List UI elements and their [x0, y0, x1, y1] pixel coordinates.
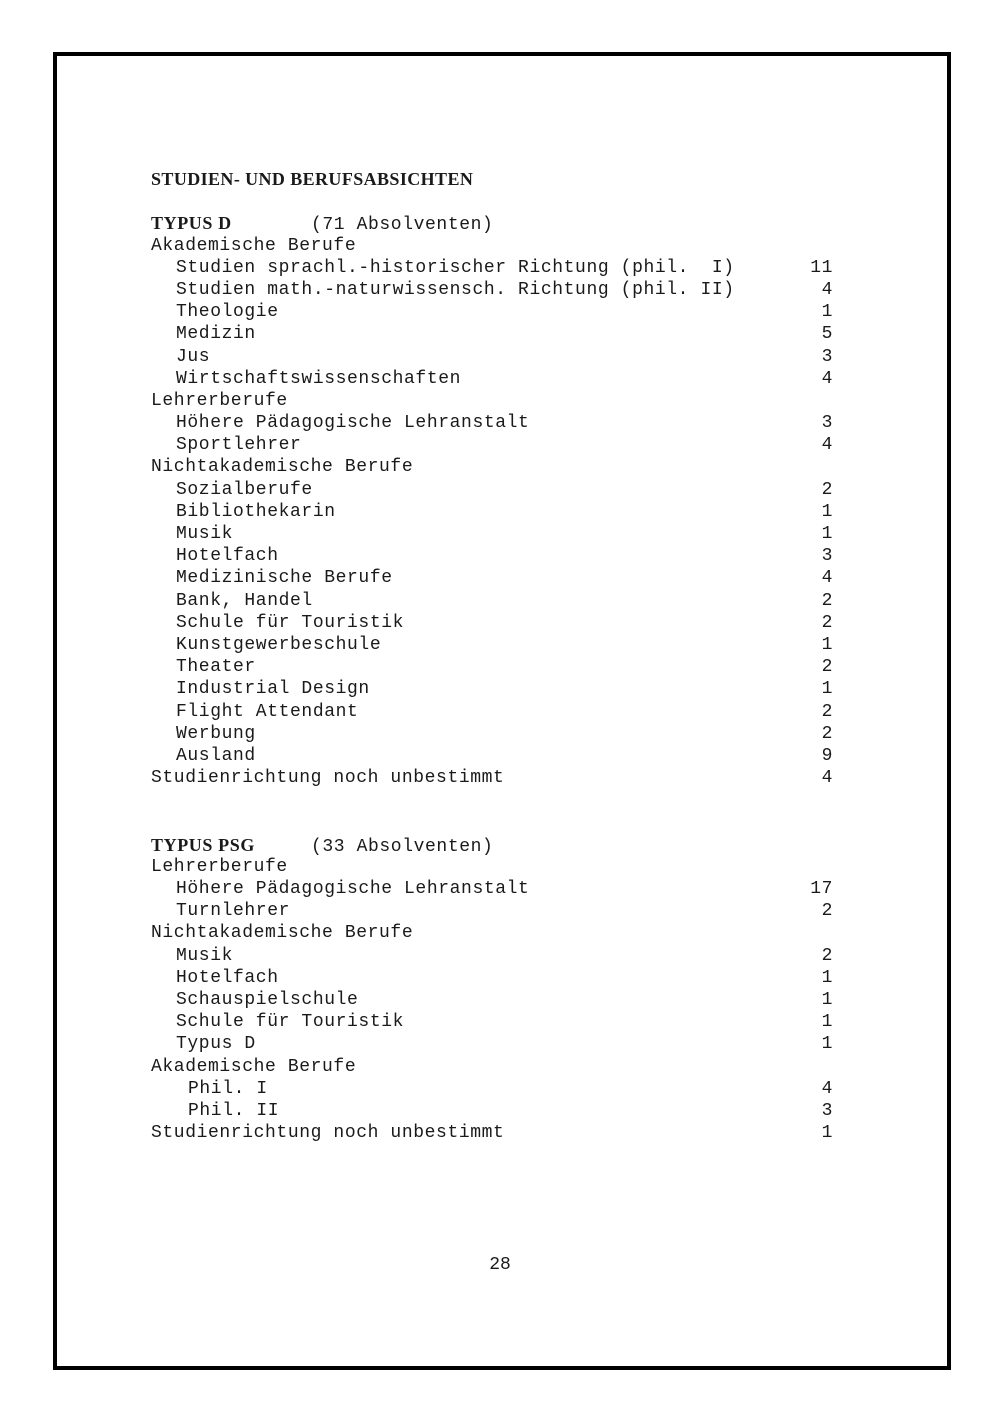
row-label: Studienrichtung noch unbestimmt: [151, 1123, 505, 1144]
row-count: 1: [821, 501, 833, 522]
row-label: Theater: [176, 657, 256, 678]
category-row: [151, 922, 841, 944]
row-count: 1: [821, 967, 833, 988]
row-label: Höhere Pädagogische Lehranstalt: [176, 879, 530, 900]
row-label: Studien sprachl.-historischer Richtung (phil. I): [176, 257, 735, 278]
row-label: Hotelfach: [176, 967, 279, 988]
row-label: Kunstgewerbeschule: [176, 634, 382, 655]
row-label: Medizinische Berufe: [176, 568, 393, 589]
row-count: 1: [821, 1012, 833, 1033]
row-count: 1: [821, 1034, 833, 1055]
entry-row: [151, 1100, 841, 1122]
section-type-name: TYPUS D: [151, 213, 232, 234]
row-label: Schauspielschule: [176, 989, 359, 1010]
row-label: Akademische Berufe: [151, 235, 357, 256]
row-count: 2: [821, 945, 833, 966]
row-count: 1: [821, 1123, 833, 1144]
row-count: 4: [821, 368, 833, 389]
row-count: 2: [821, 590, 833, 611]
row-count: 2: [821, 701, 833, 722]
entry-row: [151, 1122, 841, 1144]
entry-row: [151, 479, 841, 501]
document-body: [151, 168, 841, 1144]
row-count: 1: [821, 634, 833, 655]
entry-row: [151, 612, 841, 634]
row-count: 4: [821, 768, 833, 789]
row-count: 1: [821, 524, 833, 544]
row-count: 1: [821, 989, 833, 1010]
category-row: [151, 856, 841, 878]
row-label: Theologie: [176, 302, 279, 323]
entry-row: [151, 945, 841, 967]
row-label: Turnlehrer: [176, 901, 291, 922]
entry-row: [151, 323, 841, 345]
entry-row: [151, 745, 841, 767]
entry-row: [151, 900, 841, 922]
page-title: STUDIEN- UND BERUFSABSICHTEN: [151, 169, 474, 189]
row-count: 2: [821, 612, 833, 633]
row-count: 4: [821, 568, 833, 589]
row-label: Nichtakademische Berufe: [151, 923, 414, 944]
row-count: 4: [821, 279, 833, 300]
row-label: Typus D: [176, 1034, 256, 1055]
row-label: Sozialberufe: [176, 479, 313, 500]
row-label: Musik: [176, 945, 234, 966]
entry-row: [151, 301, 841, 323]
row-label: Werbung: [176, 723, 256, 744]
row-label: Nichtakademische Berufe: [151, 457, 414, 478]
entry-row: [151, 989, 841, 1011]
entry-row: [151, 723, 841, 745]
row-label: Hotelfach: [176, 546, 279, 567]
row-count: 2: [821, 901, 833, 922]
row-label: Studien math.-naturwissensch. Richtung (phil. II): [176, 279, 735, 300]
row-count: 1: [821, 302, 833, 323]
entry-row: [151, 767, 841, 789]
entry-row: [151, 412, 841, 434]
row-label: Flight Attendant: [176, 701, 359, 722]
entry-row: [151, 590, 841, 612]
entry-row: [151, 1078, 841, 1100]
entry-row: [151, 257, 841, 279]
section-type-name: TYPUS PSG: [151, 834, 255, 855]
row-count: 11: [810, 257, 833, 278]
entry-row: [151, 545, 841, 567]
row-count: 4: [821, 1078, 833, 1099]
row-label: Ausland: [176, 745, 256, 766]
row-count: 2: [821, 479, 833, 500]
entry-row: [151, 701, 841, 723]
entry-row: [151, 967, 841, 989]
category-row: [151, 390, 841, 412]
row-label: Musik: [176, 524, 234, 544]
row-label: Sportlehrer: [176, 435, 302, 456]
row-count: 17: [810, 879, 833, 900]
entry-row: [151, 523, 841, 545]
entry-row: [151, 1011, 841, 1033]
row-count: 9: [821, 745, 833, 766]
row-label: Studienrichtung noch unbestimmt: [151, 768, 505, 789]
entry-row: [151, 279, 841, 301]
row-label: Bibliothekarin: [176, 501, 336, 522]
entry-row: [151, 1033, 841, 1055]
category-row: [151, 235, 841, 257]
section-heading: [151, 212, 841, 234]
row-label: Bank, Handel: [176, 590, 313, 611]
entry-row: [151, 656, 841, 678]
row-label: Jus: [176, 346, 211, 367]
sections: [151, 212, 841, 1144]
row-label: Phil. II: [188, 1100, 280, 1121]
spacer: [151, 190, 841, 212]
row-count: 3: [821, 546, 833, 567]
row-count: 4: [821, 435, 833, 456]
entry-row: [151, 878, 841, 900]
row-label: Phil. I: [188, 1078, 268, 1099]
section-spacer: [151, 789, 841, 833]
row-label: Wirtschaftswissenschaften: [176, 368, 462, 389]
row-count: 3: [821, 1100, 833, 1121]
row-label: Lehrerberufe: [151, 856, 288, 877]
section-graduates: (33 Absolventen): [311, 836, 494, 857]
row-label: Schule für Touristik: [176, 612, 405, 633]
row-count: 3: [821, 413, 833, 434]
category-row: [151, 456, 841, 478]
row-label: Industrial Design: [176, 679, 370, 700]
row-count: 5: [821, 324, 833, 345]
entry-row: [151, 346, 841, 368]
entry-row: [151, 567, 841, 589]
entry-row: [151, 501, 841, 523]
section-0: [151, 212, 841, 789]
row-count: 3: [821, 346, 833, 367]
row-label: Höhere Pädagogische Lehranstalt: [176, 413, 530, 434]
entry-row: [151, 434, 841, 456]
category-row: [151, 1056, 841, 1078]
row-count: 2: [821, 657, 833, 678]
section-1: [151, 834, 841, 1145]
row-count: 2: [821, 723, 833, 744]
row-label: Lehrerberufe: [151, 390, 288, 411]
section-heading: [151, 834, 841, 856]
section-graduates: (71 Absolventen): [311, 215, 494, 236]
row-label: Medizin: [176, 324, 256, 345]
entry-row: [151, 678, 841, 700]
page-number: 28: [489, 1255, 511, 1275]
row-count: 1: [821, 679, 833, 700]
row-label: Schule für Touristik: [176, 1012, 405, 1033]
entry-row: [151, 368, 841, 390]
row-label: Akademische Berufe: [151, 1056, 357, 1077]
entry-row: [151, 634, 841, 656]
